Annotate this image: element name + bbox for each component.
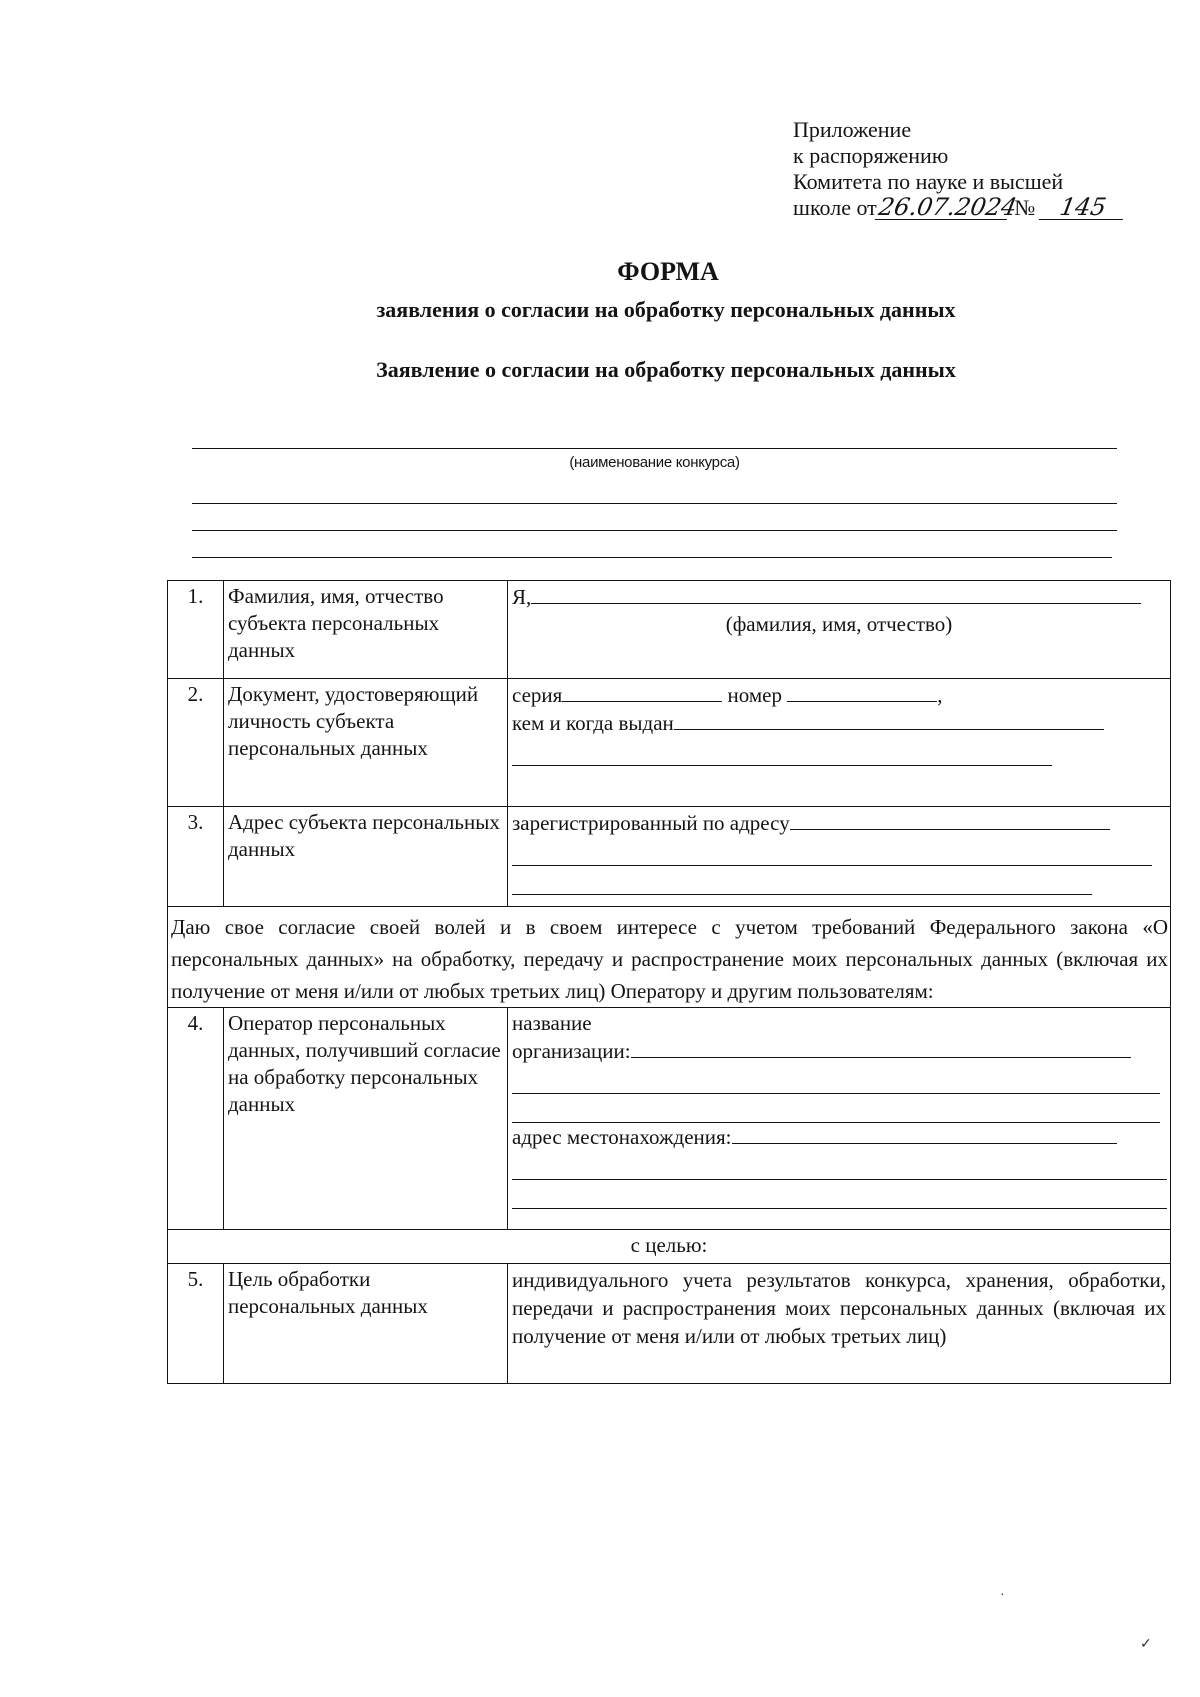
address-extra-line-2[interactable] bbox=[512, 868, 1092, 895]
org-label-1: название bbox=[512, 1011, 592, 1035]
row-label: Цель обработки персональных данных bbox=[224, 1264, 508, 1384]
row-operator bbox=[168, 1008, 1171, 1230]
handwritten-number: 145 bbox=[1039, 195, 1127, 220]
number-blank[interactable] bbox=[787, 681, 937, 702]
row-value bbox=[508, 807, 1171, 907]
location-extra-line-2[interactable] bbox=[512, 1182, 1167, 1209]
issued-blank[interactable] bbox=[674, 709, 1104, 730]
row-purpose bbox=[168, 1264, 1171, 1384]
row-label: Оператор персональных данных, получивший согласие на обработку персональных данных bbox=[224, 1008, 508, 1230]
row-label: Документ, удостоверяющий личность субъекта персональных данных bbox=[224, 679, 508, 807]
row-subject-name bbox=[168, 581, 1171, 679]
org-label-2: организации: bbox=[512, 1039, 631, 1063]
consent-table bbox=[167, 580, 1171, 1384]
annex-line-3: Комитета по науке и высшей bbox=[793, 169, 1064, 194]
scan-tick-mark: ✓ bbox=[1140, 1637, 1152, 1652]
form-title: ФОРМА bbox=[617, 257, 719, 286]
comma: , bbox=[937, 683, 943, 707]
row-value bbox=[508, 581, 1171, 679]
row-number: 3. bbox=[168, 807, 224, 907]
org-extra-line-1[interactable] bbox=[512, 1067, 1160, 1094]
issued-label: кем и когда выдан bbox=[512, 711, 674, 735]
org-extra-line-2[interactable] bbox=[512, 1096, 1160, 1123]
row-label: Фамилия, имя, отчество субъекта персональных данных bbox=[224, 581, 508, 679]
row-purpose-header bbox=[168, 1230, 1171, 1264]
annex-line-4 bbox=[793, 195, 1125, 221]
annex-block bbox=[793, 117, 1125, 221]
contest-extra-line-3[interactable] bbox=[192, 557, 1112, 558]
statement-heading: Заявление о согласии на обработку персональных данных bbox=[376, 357, 956, 382]
contest-extra-line-1[interactable] bbox=[192, 503, 1117, 504]
org-blank[interactable] bbox=[631, 1037, 1131, 1058]
series-blank[interactable] bbox=[562, 681, 722, 702]
issued-extra-line[interactable] bbox=[512, 739, 1052, 766]
scan-speck: · bbox=[1000, 1588, 1005, 1603]
row-label: Адрес субъекта персональных данных bbox=[224, 807, 508, 907]
handwritten-date: 26.07.2024 bbox=[876, 193, 1019, 221]
row-number: 1. bbox=[168, 581, 224, 679]
location-blank[interactable] bbox=[732, 1123, 1117, 1144]
row-value bbox=[508, 1008, 1171, 1230]
number-label: номер bbox=[727, 683, 782, 707]
name-blank[interactable] bbox=[531, 583, 1141, 604]
purpose-header: с целью: bbox=[168, 1230, 1171, 1264]
value-prefix: Я, bbox=[512, 585, 532, 609]
consent-table-wrap bbox=[167, 580, 1170, 1384]
form-subtitle: заявления о согласии на обработку персональных данных bbox=[376, 297, 956, 322]
contest-name-caption: (наименование конкурса) bbox=[569, 454, 740, 471]
contest-name-line[interactable] bbox=[192, 448, 1117, 449]
row-number: 5. bbox=[168, 1264, 224, 1384]
row-identity-document bbox=[168, 679, 1171, 807]
row-consent-text bbox=[168, 907, 1171, 1008]
contest-extra-line-2[interactable] bbox=[192, 530, 1117, 531]
row-address bbox=[168, 807, 1171, 907]
annex-date-prefix: школе от bbox=[793, 195, 877, 220]
address-prefix: зарегистрированный по адресу bbox=[512, 811, 790, 835]
annex-line-2: к распоряжению bbox=[793, 143, 949, 168]
number-sign: № bbox=[1014, 195, 1036, 220]
location-extra-line-1[interactable] bbox=[512, 1153, 1167, 1180]
address-blank[interactable] bbox=[790, 809, 1110, 830]
address-extra-line-1[interactable] bbox=[512, 839, 1152, 866]
annex-line-1: Приложение bbox=[793, 117, 912, 142]
row-number: 2. bbox=[168, 679, 224, 807]
series-label: серия bbox=[512, 683, 563, 707]
purpose-value: индивидуального учета результатов конкурса, хранения, обработки, передачи и распространения моих персональных данных (включая их получение от меня и/или от любых третьих лиц) bbox=[508, 1264, 1171, 1384]
location-label: адрес местонахождения: bbox=[512, 1125, 732, 1149]
row-value bbox=[508, 679, 1171, 807]
row-number: 4. bbox=[168, 1008, 224, 1230]
name-caption: (фамилия, имя, отчество) bbox=[725, 612, 953, 636]
consent-text: Даю свое согласие своей волей и в своем интересе с учетом требований Федерального закона «О персональных данных» на обработку, передачу и распространение моих персональных данных (включая их получение от меня и/или от любых третьих лиц) Оператору и другим пользователям: bbox=[168, 907, 1171, 1008]
